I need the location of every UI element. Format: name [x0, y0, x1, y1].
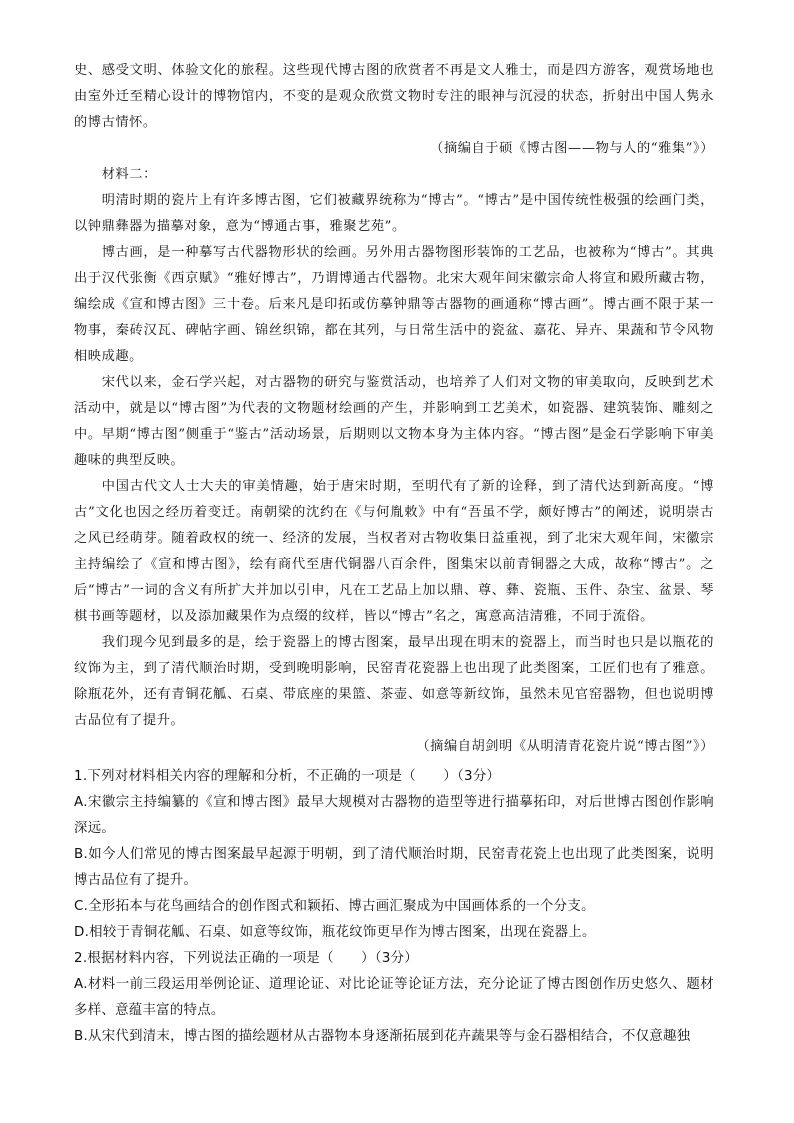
question-1-option-b: B.如今人们常见的博古图案最早起源于明朝，到了清代顺治时期，民窑青花瓷上也出现了此类图案，说明博古品位有了提升。: [74, 847, 714, 888]
question-1: [74, 764, 714, 946]
question-1-option-a: A.宋徽宗主持编纂的《宣和博古图》最早大规模对古器物的造型等进行描摹拓印，对后世博古图创作影响深远。: [74, 795, 714, 836]
material-text: [74, 58, 714, 760]
source-citation-2: （摘编自胡剑明《从明清青花瓷片说“博古图”》）: [416, 739, 714, 754]
question-2-option-b: B.从宋代到清末，博古图的描绘题材从古器物本身逐渐拓展到花卉蔬果等与金石器相结合，不仅意趣独: [74, 1029, 691, 1044]
question-1-stem: 1.下列对材料相关内容的理解和分析，不正确的一项是（ ）（3分）: [74, 769, 501, 784]
question-1-option-d: D.相较于青铜花觚、石桌、如意等纹饰，瓶花纹饰更早作为博古图案，出现在瓷器上。: [74, 925, 596, 940]
source-citation-1: （摘编自于硕《博古图——物与人的“雅集”》）: [430, 141, 714, 156]
material2-paragraph: 中国古代文人士大夫的审美情趣，始于唐宋时期，至明代有了新的诠释，到了清代达到新高度。“博古”文化也因之经历着变迁。南朝梁的沈约在《与何胤敕》中有“吾虽不学，颇好博古”的阐述，说明崇古之风已经萌芽。随着政权的统一、经济的发展，当权者对古物收集日益重视，到了北宋大观年间，宋徽宗主持编绘了《宣和博古图》，绘有商代至唐代铜器八百余件，图集宋以前青铜器之大成，故称“博古”。之后“博古”一词的含义有所扩大并加以引申，凡在工艺品上加以鼎、尊、彝、瓷瓶、玉件、杂宝、盆景、琴棋书画等题材，以及添加藏果作为点缀的纹样，皆以“博古”名之，寓意高洁清雅，不同于流俗。: [74, 479, 714, 624]
material2-heading: 材料二：: [101, 167, 157, 182]
question-2: [74, 946, 714, 1050]
question-2-option-a: A.材料一前三段运用举例论证、道理论证、对比论证等论证方法，充分论证了博古图创作历史悠久、题材多样、意蕴丰富的特点。: [74, 977, 714, 1018]
material1-tail-paragraph: 史、感受文明、体验文化的旅程。这些现代博古图的欣赏者不再是文人雅士，而是四方游客，观赏场地也由室外迁至精心设计的博物馆内，不变的是观众欣赏文物时专注的眼神与沉浸的状态，折射出中国人隽永的博古情怀。: [74, 63, 714, 130]
question-2-stem: 2.根据材料内容，下列说法正确的一项是（ ）（3分）: [74, 951, 419, 966]
question-1-option-c: C.全形拓本与花鸟画结合的创作图式和颖拓、博古画汇聚成为中国画体系的一个分支。: [74, 899, 595, 914]
material2-paragraph: 明清时期的瓷片上有许多博古图，它们被藏界统称为“博古”。“博古”是中国传统性极强的绘画门类，以钟鼎彝器为描摹对象，意为“博通古事，雅聚艺苑”。: [74, 193, 714, 234]
material2-paragraph: 我们现今见到最多的是，绘于瓷器上的博古图案，最早出现在明末的瓷器上，而当时也只是以瓶花的纹饰为主，到了清代顺治时期，受到晚明影响，民窑青花瓷器上也出现了此类图案，工匠们也有了雅意。除瓶花外，还有青铜花觚、石桌、带底座的果篮、茶壶、如意等新纹饰，虽然未见官窑器物，但也说明博古品位有了提升。: [74, 635, 714, 728]
material2-paragraph: 宋代以来，金石学兴起，对古器物的研究与鉴赏活动，也培养了人们对文物的审美取向，反映到艺术活动中，就是以“博古图”为代表的文物题材绘画的产生，并影响到工艺美术，如瓷器、建筑装饰、雕刻之中。早期“博古图”侧重于“鉴古”活动场景，后期则以文物本身为主体内容。“博古图”是金石学影响下审美趣味的典型反映。: [74, 375, 714, 468]
material2-paragraph: 博古画，是一种摹写古代器物形状的绘画。另外用古器物图形装饰的工艺品，也被称为“博古”。其典出于汉代张衡《西京赋》“雅好博古”，乃谓博通古代器物。北宋大观年间宋徽宗命人将宣和殿所藏古物，编绘成《宣和博古图》三十卷。后来凡是印拓或仿摹钟鼎等古器物的画通称“博古画”。博古画不限于某一物事，秦砖汉瓦、碑帖字画、锦丝织锦，都在其列，与日常生活中的瓷盆、嘉花、异卉、果蔬和节令风物相映成趣。: [74, 245, 714, 364]
